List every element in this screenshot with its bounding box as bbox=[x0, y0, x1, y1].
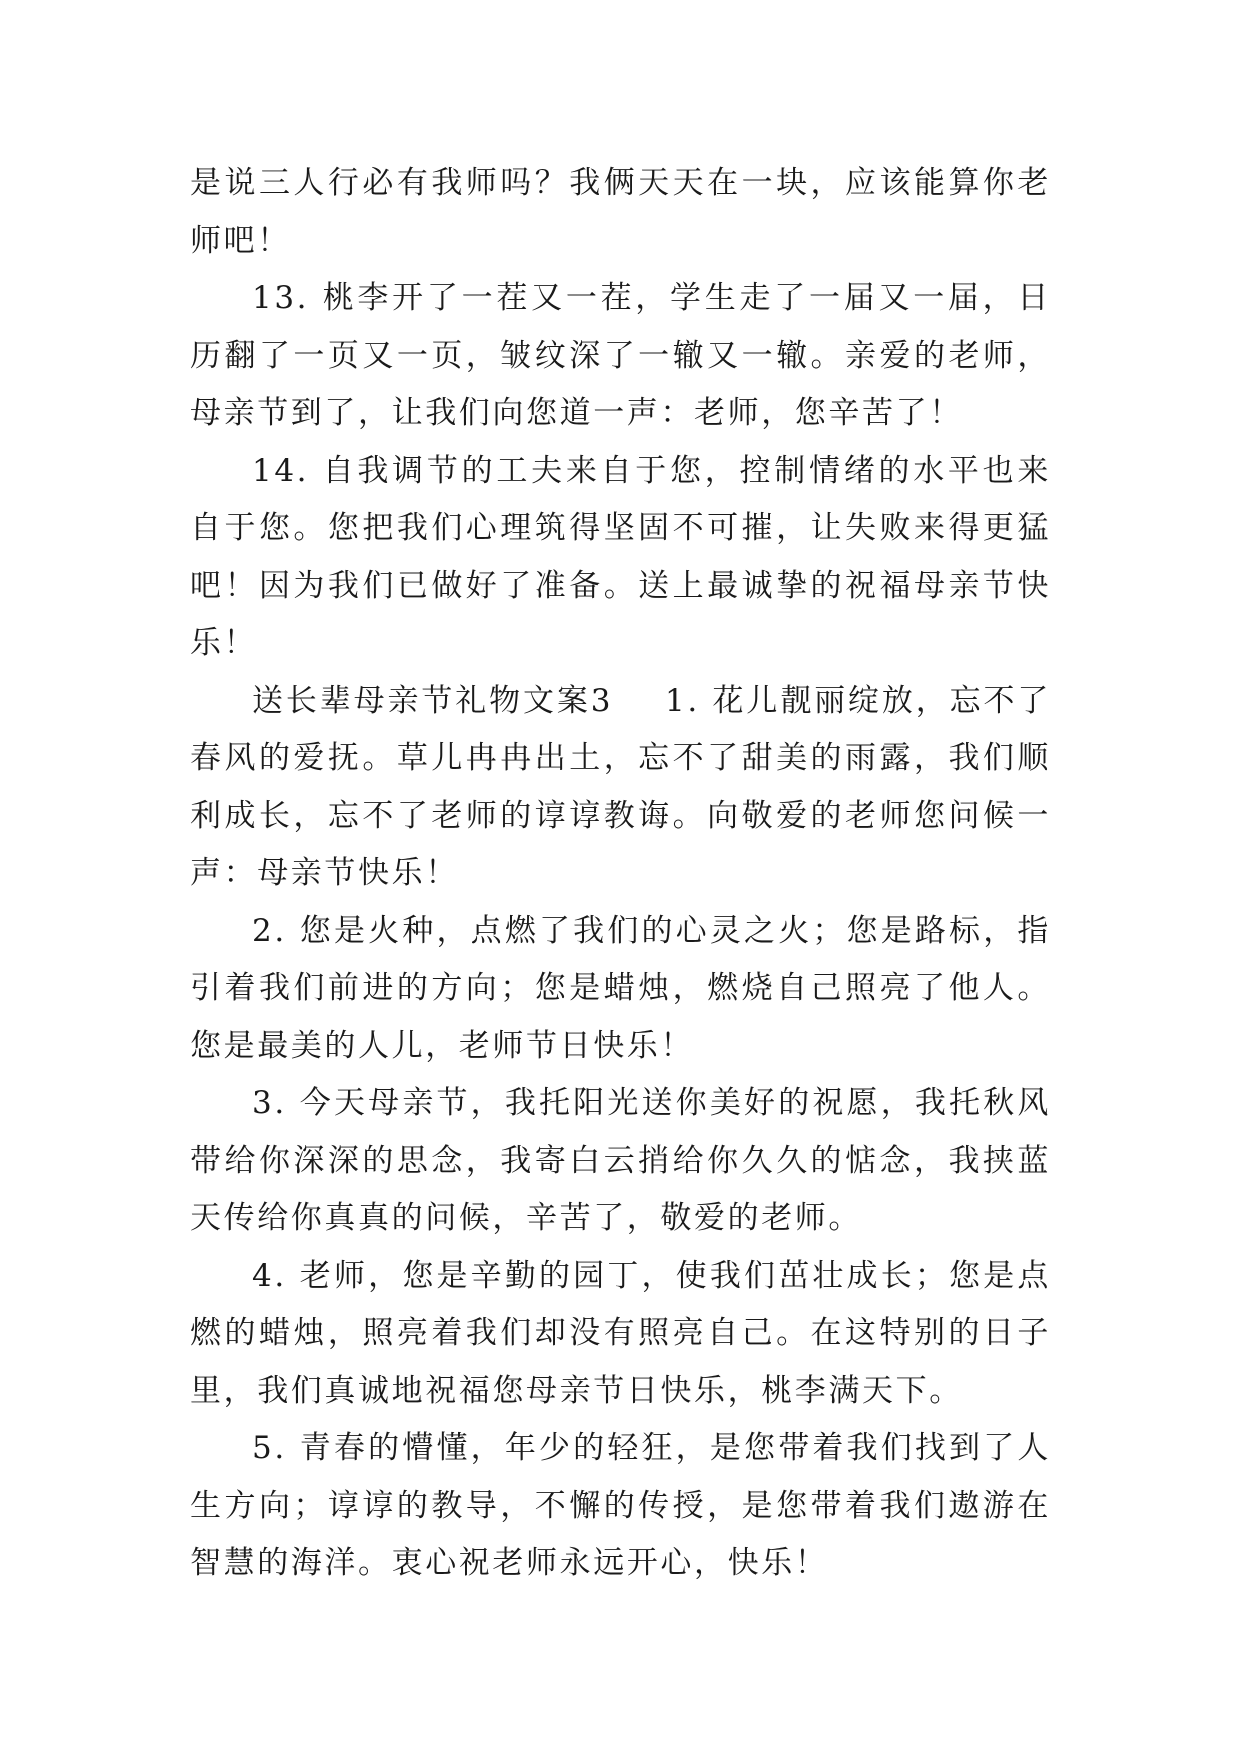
paragraph-continuation: 是说三人行必有我师吗？我俩天天在一块，应该能算你老师吧！ bbox=[190, 165, 1051, 259]
paragraph-item-5: 5. 青春的懵懂，年少的轻狂，是您带着我们找到了人生方向；谆谆的教导，不懈的传授，是您带着我们遨游在智慧的海洋。衷心祝老师永远开心，快乐！ bbox=[190, 1430, 1051, 1581]
paragraph-item-2: 2. 您是火种，点燃了我们的心灵之火；您是路标，指引着我们前进的方向；您是蜡烛，燃烧自己照亮了他人。您是最美的人儿，老师节日快乐！ bbox=[190, 912, 1051, 1064]
section-paragraph bbox=[190, 673, 1051, 903]
paragraph-item-14: 14. 自我调节的工夫来自于您，控制情绪的水平也来自于您。您把我们心理筑得坚固不可摧，让失败来得更猛吧！因为我们已做好了准备。送上最诚挚的祝福母亲节快乐！ bbox=[190, 452, 1051, 661]
paragraph-item-3: 3. 今天母亲节，我托阳光送你美好的祝愿，我托秋风带给你深深的思念，我寄白云捎给你久久的惦念，我挟蓝天传给你真真的问候，辛苦了，敬爱的老师。 bbox=[190, 1085, 1051, 1236]
document-page bbox=[190, 155, 1051, 1593]
section-first-item: 1. 花儿靓丽绽放，忘不了春风的爱抚。草儿冉冉出土，忘不了甜美的雨露，我们顺利成长，忘不了老师的谆谆教诲。向敬爱的老师您问候一声：母亲节快乐！ bbox=[190, 682, 1051, 891]
section-heading: 送长辈母亲节礼物文案3 bbox=[252, 682, 614, 719]
paragraph-item-13: 13. 桃李开了一茬又一茬，学生走了一届又一届，日历翻了一页又一页，皱纹深了一辙又一辙。亲爱的老师，母亲节到了，让我们向您道一声：老师，您辛苦了！ bbox=[190, 280, 1051, 431]
paragraph-item-4: 4. 老师，您是辛勤的园丁，使我们茁壮成长；您是点燃的蜡烛，照亮着我们却没有照亮自己。在这特别的日子里，我们真诚地祝福您母亲节日快乐，桃李满天下。 bbox=[190, 1257, 1051, 1409]
